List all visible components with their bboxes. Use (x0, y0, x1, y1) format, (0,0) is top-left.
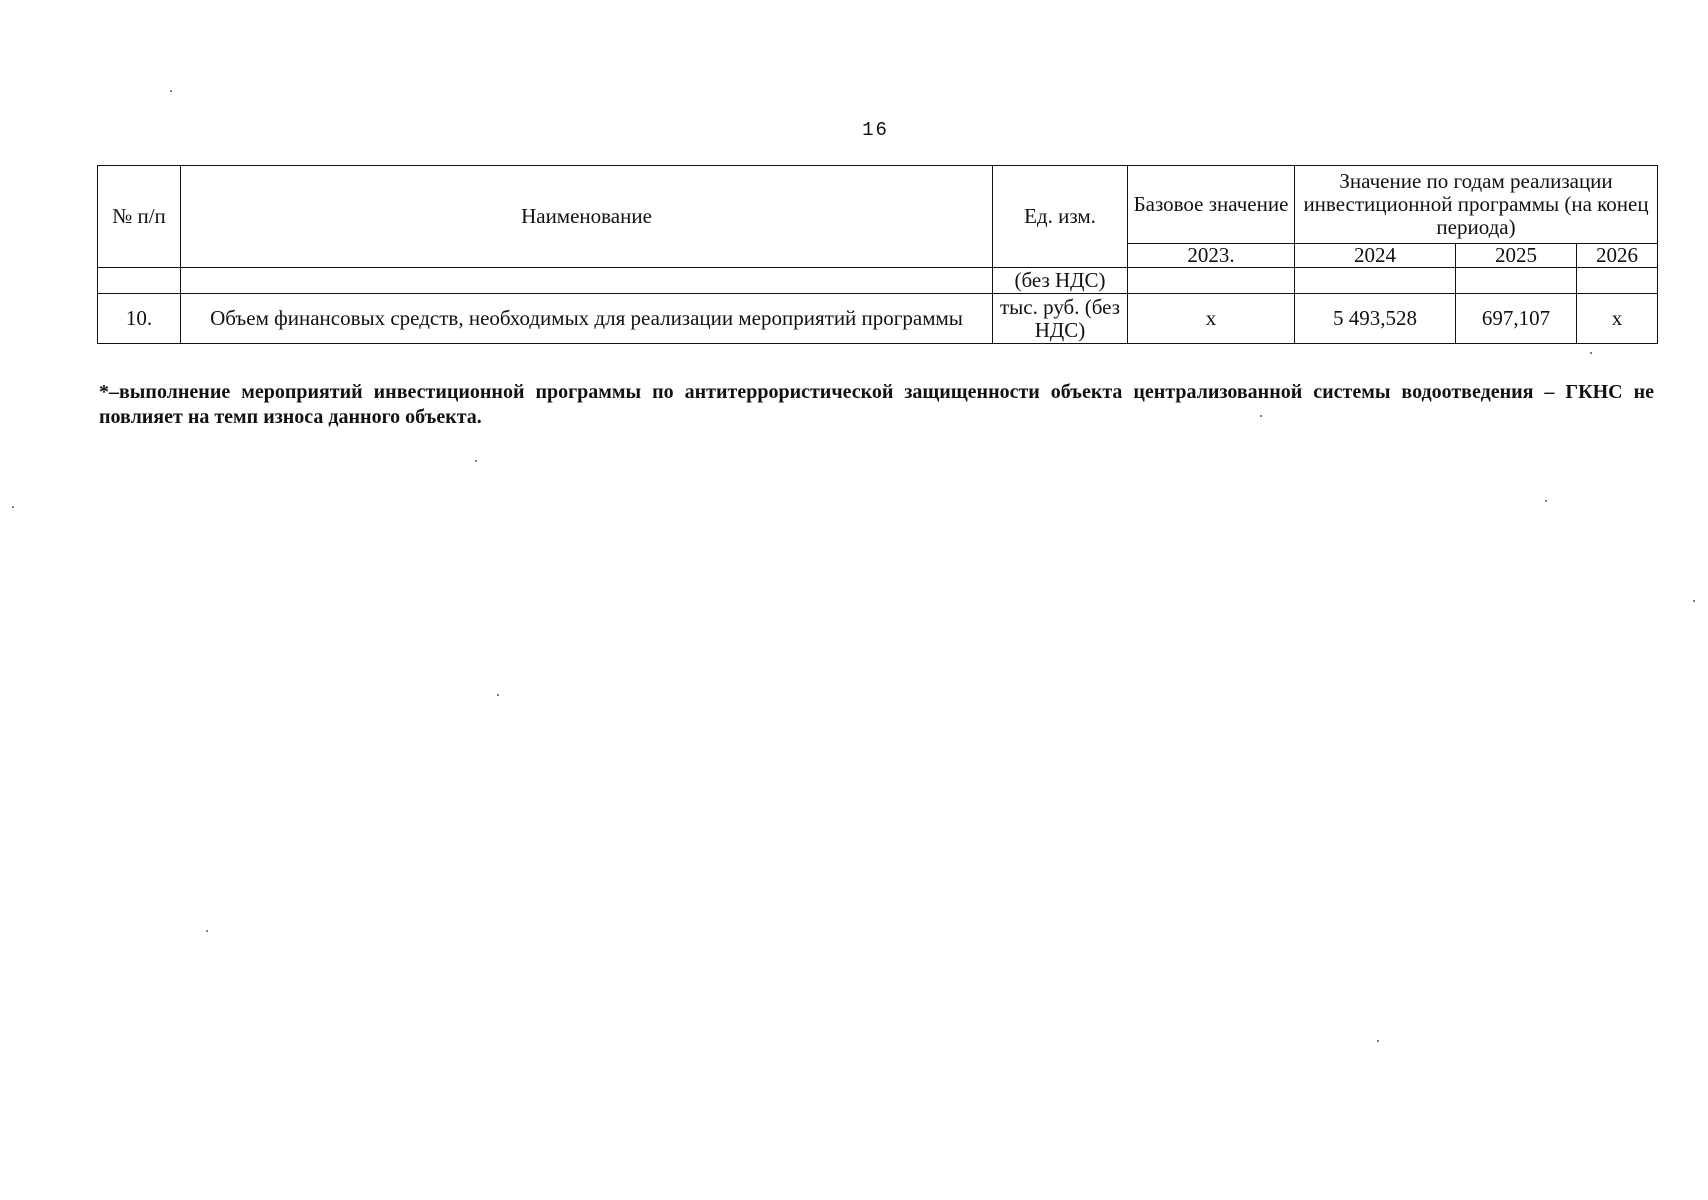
cell-name: Объем финансовых средств, необходимых для реализации мероприятий программы (181, 294, 993, 344)
scan-speck (1260, 415, 1262, 417)
table-row (98, 294, 1658, 344)
cell-num (98, 268, 181, 294)
cell-value (1295, 268, 1456, 294)
scan-speck (206, 930, 208, 932)
cell-value (1577, 268, 1658, 294)
cell-value: 697,107 (1456, 294, 1577, 344)
page-number: 16 (862, 119, 889, 141)
scan-speck (170, 90, 172, 92)
header-base: Базовое значение (1128, 166, 1295, 244)
header-year: 2026 (1577, 244, 1658, 268)
cell-base: x (1128, 294, 1295, 344)
header-year: 2025 (1456, 244, 1577, 268)
scan-speck (12, 506, 14, 508)
cell-name (181, 268, 993, 294)
cell-value (1456, 268, 1577, 294)
header-name: Наименование (181, 166, 993, 268)
header-base-year: 2023. (1128, 244, 1295, 268)
cell-unit: тыс. руб. (без НДС) (993, 294, 1128, 344)
header-years-group: Значение по годам реализации инвестиционной программы (на конец периода) (1295, 166, 1658, 244)
indicators-table (97, 165, 1658, 344)
cell-value: 5 493,528 (1295, 294, 1456, 344)
footnote: *–выполнение мероприятий инвестиционной программы по антитеррористической защищенности объекта централизованной системы водоотведения – ГКНС не повлияет на темп износа данного объекта. (99, 381, 1654, 428)
scan-speck (1545, 500, 1547, 502)
scan-speck (1377, 1040, 1379, 1042)
scan-speck (475, 460, 477, 462)
continuation-row (98, 268, 1658, 294)
cell-unit: (без НДС) (993, 268, 1128, 294)
cell-base (1128, 268, 1295, 294)
header-num: № п/п (98, 166, 181, 268)
scan-speck (497, 694, 499, 696)
scan-speck (1590, 352, 1592, 354)
header-row-1 (98, 166, 1658, 244)
scan-speck (1693, 600, 1695, 602)
cell-value: x (1577, 294, 1658, 344)
cell-num: 10. (98, 294, 181, 344)
header-year: 2024 (1295, 244, 1456, 268)
header-unit: Ед. изм. (993, 166, 1128, 268)
